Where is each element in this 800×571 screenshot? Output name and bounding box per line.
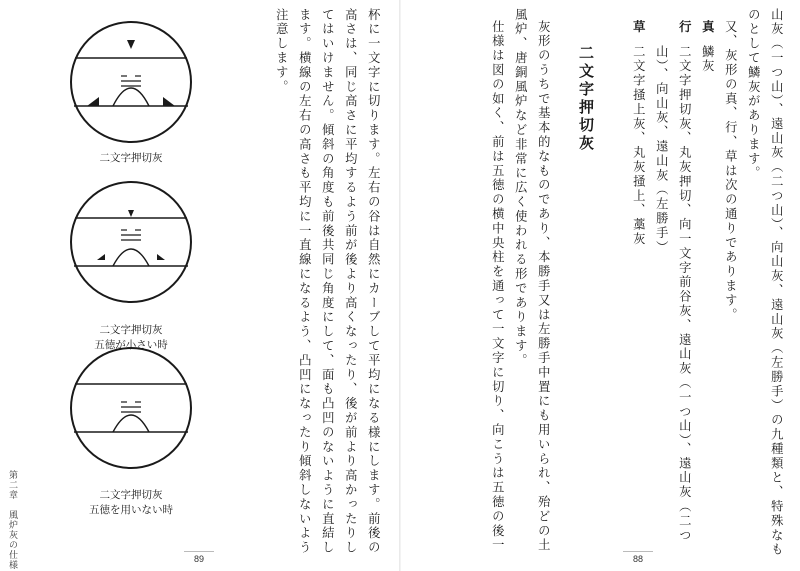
text-column-5: 二文字押切灰、丸灰押切、向一文字前谷灰、遠山灰（一つ山）、遠山灰（二つ [677,45,692,543]
page-number-89: 89 [193,554,204,564]
center-mound [113,88,149,106]
text-column-4: 鱗灰 [700,45,715,74]
caption-2-line2: 五徳が小さい時 [94,339,168,351]
center-mound [113,249,149,266]
label-shin: 真 [700,20,715,35]
gotoku-right-leg [157,254,165,260]
caption-3-line1: 二文字押切灰 [99,489,163,501]
caption-3 [56,488,206,518]
text-column-6: 山）、向山灰、遠山灰（左勝手） [654,45,669,255]
page-number-88: 88 [632,554,643,564]
text-column-2: のとして鱗灰があります。 [746,8,761,181]
trigram-mark [121,402,141,412]
gotoku-back-leg [127,40,135,49]
gotoku-back-leg [128,210,134,217]
body-column-4: 杯に一文字に切ります。左右の谷は自然にカーブして平均になる様にします。前後の [366,8,381,556]
caption-1-line1: 二文字押切灰 [99,152,163,164]
caption-3-line2: 五徳を用いない時 [89,504,173,516]
gotoku-right-leg [163,97,175,106]
gotoku-left-leg [87,97,99,106]
body-column-3: 仕様は図の如く、前は五徳の横中央柱を通って一文字に切り、向こうは五徳の後一 [490,20,505,553]
furo-rim-circle [71,348,191,468]
body-column-8: 注意します。 [274,8,289,95]
diagram-no-gotoku [69,346,193,470]
body-column-7: ます。横線の左右の高さも平均に一直線になるよう、凸凹になったり傾斜しないよう [297,8,312,556]
body-column-2: 風炉、唐銅風炉など非常に広く使われる形であります。 [513,8,528,368]
caption-1 [56,151,206,166]
chapter-running-header: 第二章 風炉灰の仕様 [7,470,17,570]
body-column-5: 高さは、同じ高さに平均するよう前が後より高くなったり、後が前より高かったりし [343,8,358,556]
text-column-1: 山灰（一つ山）、遠山灰（二つ山）、向山灰、遠山灰（左勝手）の九種類と、特殊なも [769,8,784,558]
body-column-1: 灰形のうちで基本的なものであり、本勝手又は左勝手中置にも用いられ、殆どの土 [536,20,551,553]
caption-2-line1: 二文字押切灰 [99,324,163,336]
diagram-standard [69,20,193,144]
trigram-mark [121,76,141,86]
gotoku-left-leg [97,254,105,260]
text-column-3: 又、灰形の真、行、草は次の通りであります。 [723,20,738,323]
trigram-mark [121,230,141,240]
page-number-rule [184,551,214,552]
text-column-7: 二文字掻上灰、丸灰掻上、藁灰 [631,45,646,247]
label-so: 草 [631,20,646,35]
section-heading: 二文字押切灰 [577,45,595,153]
furo-rim-circle [71,182,191,302]
diagram-small-gotoku [69,180,193,304]
body-column-6: てはいけません。傾斜の角度も前後共同じ角度にして、面も凸凹のないように直結し [320,8,335,556]
label-gyo: 行 [677,20,692,35]
center-mound [113,415,149,432]
gutter [399,0,401,571]
page-number-rule [623,551,653,552]
